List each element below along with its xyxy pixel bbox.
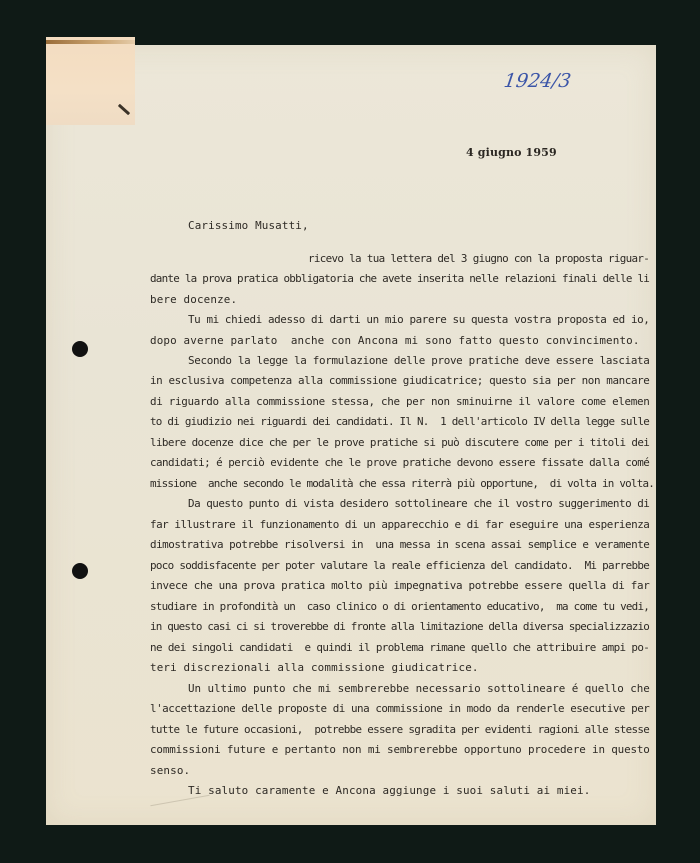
tab-edge-stain: [46, 40, 135, 44]
body-line: dante la prova pratica obbligatoria che avete inserita nelle relazioni finali delle li: [150, 272, 650, 285]
body-line: studiare in profondità un caso clinico o di orientamento educativo, ma come tu vedi,: [150, 600, 650, 613]
body-line: libere docenze dice che per le prove pratiche si può discutere come per i titoli dei: [150, 436, 650, 449]
body-line: candidati; é perciò evidente che le prove pratiche devono essere fissate dalla comé: [150, 456, 650, 469]
body-line: commissioni future e pertanto non mi sembrerebbe opportuno procedere in questo: [150, 743, 650, 756]
body-line: Secondo la legge la formulazione delle prove pratiche deve essere lasciata: [188, 354, 650, 367]
punch-hole-top: [72, 341, 88, 357]
body-line: di riguardo alla commissione stessa, che per non sminuirne il valore come elemen: [150, 395, 650, 408]
body-line: l'accettazione delle proposte di una commissione in modo da renderle esecutive per: [150, 702, 650, 715]
body-line: far illustrare il funzionamento di un apparecchio e di far eseguire una esperienza: [150, 518, 650, 531]
body-line: Ti saluto caramente e Ancona aggiunge i suoi saluti ai miei.: [188, 784, 591, 797]
body-line: to di giudizio nei riguardi dei candidati. Il N. 1 dell'articolo IV della legge sulle: [150, 415, 650, 428]
body-line: tutte le future occasioni, potrebbe essere sgradita per evidenti ragioni alle stesse: [150, 723, 650, 736]
body-line: in esclusiva competenza alla commissione giudicatrice; questo sia per non mancare: [150, 374, 650, 387]
letter-date: 4 giugno 1959: [466, 146, 557, 159]
body-line: teri discrezionali alla commissione giudicatrice.: [150, 661, 479, 674]
body-line: missione anche secondo le modalità che essa riterrà più opportune, di volta in volta.: [150, 477, 655, 490]
body-line: Un ultimo punto che mi sembrerebbe necessario sottolineare é quello che: [188, 682, 650, 695]
body-line: in questo casi ci si troverebbe di fronte alla limitazione della diversa specializzazio: [150, 620, 650, 633]
salutation: Carissimo Musatti,: [188, 219, 309, 232]
body-line: dimostrativa potrebbe risolversi in una messa in scena assai semplice e veramente: [150, 538, 650, 551]
body-line: Tu mi chiedi adesso di darti un mio parere su questa vostra proposta ed io,: [188, 313, 650, 326]
body-line: dopo averne parlato anche con Ancona mi sono fatto questo convincimento.: [150, 334, 640, 347]
folded-corner-tab: [46, 37, 135, 125]
body-line: invece che una prova pratica molto più impegnativa potrebbe essere quella di far: [150, 579, 650, 592]
body-line: ricevo la tua lettera del 3 giugno con la proposta riguar-: [308, 252, 650, 265]
body-line: Da questo punto di vista desidero sottolineare che il vostro suggerimento di: [188, 497, 650, 510]
archive-annotation: 1924/3: [502, 70, 573, 92]
body-line: senso.: [150, 764, 191, 777]
body-line: ne dei singoli candidati e quindi il problema rimane quello che attribuire ampi po-: [150, 641, 650, 654]
body-line: bere docenze.: [150, 293, 238, 306]
punch-hole-bottom: [72, 563, 88, 579]
body-line: poco soddisfacente per poter valutare la reale efficienza del candidato. Mi parrebbe: [150, 559, 650, 572]
